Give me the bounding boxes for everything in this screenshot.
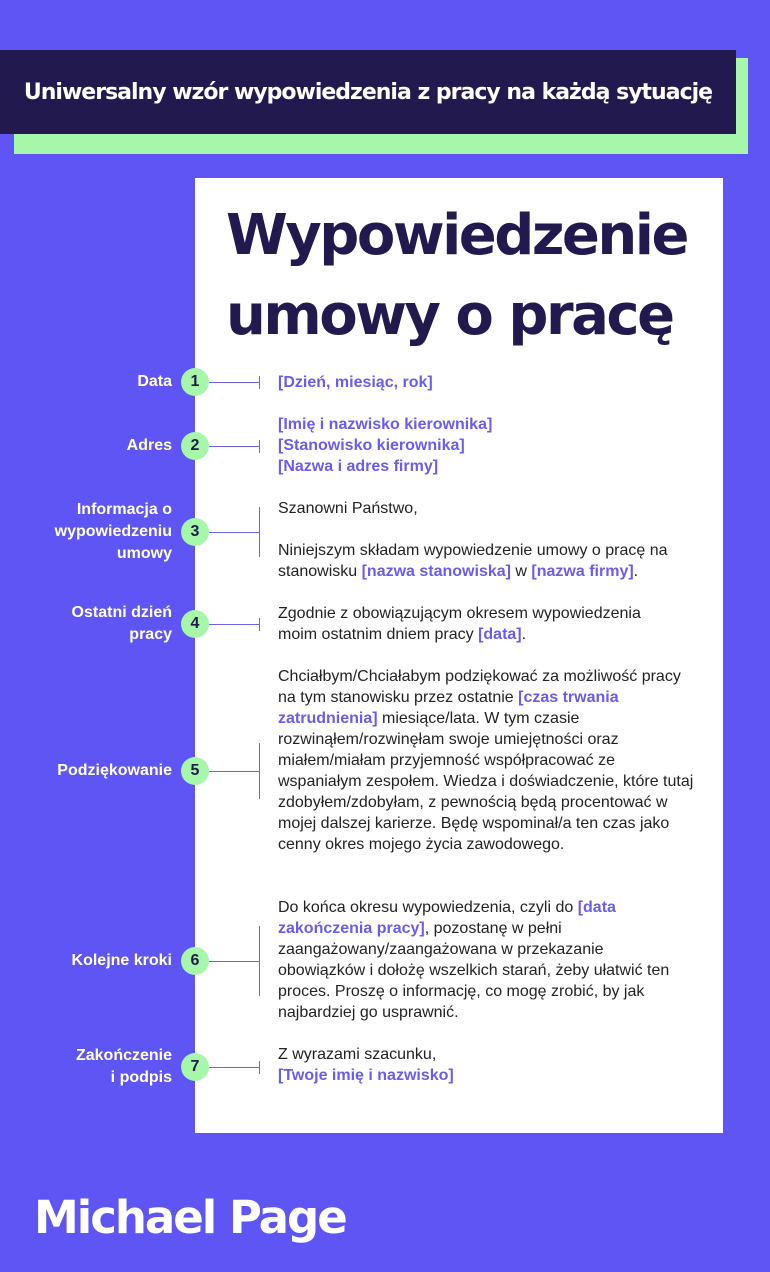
letter-date	[278, 372, 698, 393]
section-badge-5: 5	[181, 757, 209, 785]
notice-text: w	[510, 563, 532, 580]
last-day-text: .	[521, 626, 527, 643]
connector-bracket	[259, 618, 260, 631]
banner-title: Uniwersalny wzór wypowiedzenia z pracy na każdą sytuację	[23, 79, 713, 105]
section-label-last-day	[72, 602, 172, 646]
placeholder-manager-name: [Imię i nazwisko kierownika]	[278, 416, 493, 433]
closing-text: Z wyrazami szacunku,	[278, 1046, 437, 1063]
section-badge-7: 7	[181, 1053, 209, 1081]
next-steps-paragraph	[278, 897, 688, 1023]
last-day-paragraph	[278, 603, 683, 645]
section-label-date: Data	[137, 373, 172, 390]
letter-greeting	[278, 498, 698, 519]
placeholder-employment-duration: [czas trwania zatrudnienia]	[278, 689, 619, 727]
placeholder-position: [nazwa stanowiska]	[361, 563, 511, 580]
connector-bracket	[259, 376, 260, 389]
label-line: umowy	[116, 545, 172, 562]
label-line: wypowiedzeniu	[54, 523, 172, 540]
connector-line	[209, 446, 259, 447]
header-banner	[0, 50, 736, 134]
document-title	[226, 196, 706, 356]
section-badge-1: 1	[181, 368, 209, 396]
thanks-text: miesiące/lata. W tym czasie rozwinąłem/rozwinęłam swoje umiejętności oraz miałem/miałam przyjemność współpracować ze wspaniałym zespołem. Wiedza i doświadczenie, które tutaj zdobyłem/zdobyłam, z pewnością będą procentować w mojej dalszej karierze. Będę wspominał/a ten czas jako cenny okres mojego życia zawodowego.	[278, 710, 694, 853]
section-label-thanks: Podziękowanie	[57, 762, 172, 779]
section-badge-3: 3	[181, 518, 209, 546]
connector-bracket	[259, 1061, 260, 1074]
thanks-text: Chciałbym/Chciałabym podziękować za możliwość pracy na tym stanowisku przez ostatnie	[278, 668, 681, 706]
connector-bracket	[259, 440, 260, 453]
connector-line	[209, 771, 259, 772]
document-title-line1: Wypowiedzenie	[226, 203, 687, 268]
letter-notice	[278, 540, 688, 582]
connector-bracket	[259, 507, 260, 557]
placeholder-date: [data]	[478, 626, 522, 643]
letter-closing	[278, 1044, 698, 1086]
michael-page-logo: Michael Page	[34, 1191, 346, 1244]
section-label-closing	[76, 1045, 172, 1089]
notice-text: Niniejszym składam wypowiedzenie umowy o pracę na stanowisku	[278, 542, 668, 580]
notice-text: .	[633, 563, 639, 580]
next-steps-text: Do końca okresu wypowiedzenia, czyli do	[278, 899, 578, 916]
letter-address	[278, 414, 698, 477]
thanks-paragraph	[278, 666, 696, 855]
label-line: Zakończenie	[75, 1047, 172, 1064]
label-line: Ostatni dzień	[71, 604, 172, 621]
connector-line	[209, 532, 259, 533]
letter-last-day	[278, 603, 683, 645]
section-label-address: Adres	[126, 437, 172, 454]
placeholder-company: [nazwa firmy]	[531, 563, 634, 580]
connector-bracket	[259, 926, 260, 996]
connector-line	[209, 624, 259, 625]
section-label-notice	[55, 499, 172, 565]
connector-line	[209, 1067, 259, 1068]
label-line: pracy	[129, 626, 172, 643]
placeholder-end-date: [data zakończenia pracy]	[278, 899, 616, 937]
document-title-line2: umowy o pracę	[226, 283, 673, 348]
section-badge-2: 2	[181, 432, 209, 460]
placeholder-company-address: [Nazwa i adres firmy]	[278, 458, 439, 475]
next-steps-text: , pozostanę w pełni zaangażowany/zaangażowana w przekazanie obowiązków i dołożę wszelkich starań, żeby ułatwić ten proces. Proszę o informację, co mogę zrobić, by jak najbardziej go usprawnić.	[278, 920, 670, 1021]
placeholder-manager-position: [Stanowisko kierownika]	[278, 437, 465, 454]
letter-next-steps	[278, 897, 688, 1023]
placeholder-signature: [Twoje imię i nazwisko]	[278, 1067, 454, 1084]
connector-line	[209, 382, 259, 383]
label-line: Informacja o	[76, 501, 172, 518]
connector-bracket	[259, 743, 260, 799]
section-label-next-steps: Kolejne kroki	[71, 952, 172, 969]
section-badge-4: 4	[181, 610, 209, 638]
connector-line	[209, 961, 259, 962]
placeholder-date: [Dzień, miesiąc, rok]	[278, 374, 433, 391]
section-badge-6: 6	[181, 947, 209, 975]
label-line: i podpis	[110, 1069, 172, 1086]
notice-paragraph	[278, 540, 688, 582]
greeting-text: Szanowni Państwo,	[278, 500, 418, 517]
last-day-text: Zgodnie z obowiązującym okresem wypowiedzenia moim ostatnim dniem pracy	[278, 605, 641, 643]
letter-thanks	[278, 666, 696, 855]
